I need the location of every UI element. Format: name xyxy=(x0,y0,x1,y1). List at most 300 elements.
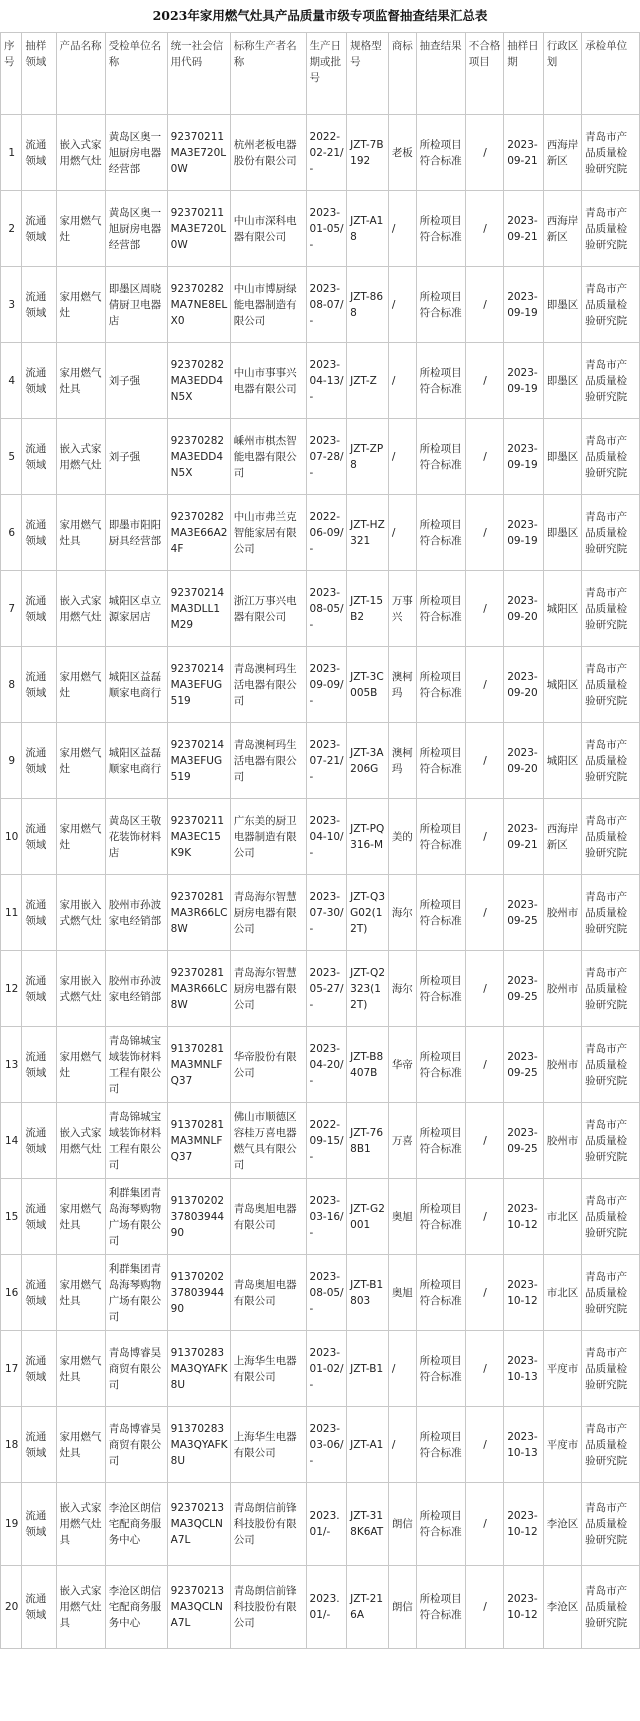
cell-col-lab: 青岛市产品质量检验研究院 xyxy=(582,1483,640,1566)
cell-col-district: 城阳区 xyxy=(543,571,581,647)
cell-col-brand: 澳柯玛 xyxy=(388,723,416,799)
cell-col-sample-date: 2023-09-19 xyxy=(504,495,544,571)
cell-col-index: 20 xyxy=(1,1566,22,1649)
cell-col-domain: 流通领域 xyxy=(22,951,56,1027)
cell-col-brand: 万喜 xyxy=(388,1103,416,1179)
cell-col-model: JZT-A18 xyxy=(347,191,389,267)
cell-col-credit-code: 92370214MA3DLL1M29 xyxy=(167,571,230,647)
cell-col-index: 9 xyxy=(1,723,22,799)
cell-col-date: 2023-07-30/- xyxy=(306,875,347,951)
cell-col-sample-date: 2023-09-20 xyxy=(504,647,544,723)
cell-col-brand: 万事兴 xyxy=(388,571,416,647)
cell-col-domain: 流通领域 xyxy=(22,1255,56,1331)
cell-col-brand: / xyxy=(388,343,416,419)
cell-col-credit-code: 92370282MA3EDD4N5X xyxy=(167,343,230,419)
cell-col-date: 2023-08-05/- xyxy=(306,571,347,647)
cell-col-product: 家用燃气灶 xyxy=(56,191,105,267)
cell-col-model: JZT-Q3G02(12T) xyxy=(347,875,389,951)
cell-col-domain: 流通领域 xyxy=(22,875,56,951)
cell-col-date: 2022-02-21/- xyxy=(306,115,347,191)
header-col-credit-code: 统一社会信用代码 xyxy=(167,33,230,115)
cell-col-result: 所检项目符合标准 xyxy=(416,1483,465,1566)
cell-col-result: 所检项目符合标准 xyxy=(416,1179,465,1255)
cell-col-manufacturer: 杭州老板电器股份有限公司 xyxy=(230,115,306,191)
cell-col-district: 即墨区 xyxy=(543,267,581,343)
cell-col-result: 所检项目符合标准 xyxy=(416,1255,465,1331)
cell-col-brand: 老板 xyxy=(388,115,416,191)
cell-col-failed-items: / xyxy=(465,1331,503,1407)
cell-col-credit-code: 92370281MA3R66LC8W xyxy=(167,875,230,951)
cell-col-model: JZT-7B192 xyxy=(347,115,389,191)
cell-col-index: 19 xyxy=(1,1483,22,1566)
cell-col-unit: 青岛锦城宝域装饰材料工程有限公司 xyxy=(105,1027,167,1103)
cell-col-unit: 利群集团青岛海琴购物广场有限公司 xyxy=(105,1255,167,1331)
cell-col-date: 2022-06-09/- xyxy=(306,495,347,571)
table-body xyxy=(1,115,640,1649)
cell-col-credit-code: 91370283MA3QYAFK8U xyxy=(167,1407,230,1483)
cell-col-district: 即墨区 xyxy=(543,495,581,571)
cell-col-unit: 即墨区周晓倩厨卫电器店 xyxy=(105,267,167,343)
table-row xyxy=(1,951,640,1027)
table-row xyxy=(1,1566,640,1649)
cell-col-sample-date: 2023-09-20 xyxy=(504,571,544,647)
cell-col-district: 平度市 xyxy=(543,1331,581,1407)
cell-col-product: 家用燃气灶具 xyxy=(56,343,105,419)
cell-col-manufacturer: 青岛奥旭电器有限公司 xyxy=(230,1179,306,1255)
header-col-index: 序号 xyxy=(1,33,22,115)
cell-col-lab: 青岛市产品质量检验研究院 xyxy=(582,1331,640,1407)
cell-col-index: 12 xyxy=(1,951,22,1027)
cell-col-district: 李沧区 xyxy=(543,1566,581,1649)
table-row xyxy=(1,799,640,875)
cell-col-unit: 黄岛区奥一旭厨房电器经营部 xyxy=(105,191,167,267)
cell-col-credit-code: 91370281MA3MNLFQ37 xyxy=(167,1103,230,1179)
cell-col-brand: / xyxy=(388,495,416,571)
cell-col-domain: 流通领域 xyxy=(22,267,56,343)
cell-col-date: 2022-09-15/- xyxy=(306,1103,347,1179)
cell-col-model: JZT-868 xyxy=(347,267,389,343)
cell-col-lab: 青岛市产品质量检验研究院 xyxy=(582,723,640,799)
cell-col-date: 2023-01-02/- xyxy=(306,1331,347,1407)
cell-col-index: 14 xyxy=(1,1103,22,1179)
cell-col-brand: 华帝 xyxy=(388,1027,416,1103)
cell-col-unit: 城阳区益磊顺家电商行 xyxy=(105,723,167,799)
cell-col-brand: 朗信 xyxy=(388,1566,416,1649)
cell-col-failed-items: / xyxy=(465,191,503,267)
cell-col-lab: 青岛市产品质量检验研究院 xyxy=(582,495,640,571)
cell-col-sample-date: 2023-10-13 xyxy=(504,1331,544,1407)
cell-col-domain: 流通领域 xyxy=(22,1407,56,1483)
cell-col-index: 8 xyxy=(1,647,22,723)
cell-col-product: 家用燃气灶 xyxy=(56,267,105,343)
cell-col-failed-items: / xyxy=(465,723,503,799)
cell-col-unit: 青岛锦城宝域装饰材料工程有限公司 xyxy=(105,1103,167,1179)
cell-col-date: 2023.01/- xyxy=(306,1566,347,1649)
cell-col-unit: 李沧区朗信宅配商务服务中心 xyxy=(105,1483,167,1566)
cell-col-failed-items: / xyxy=(465,1255,503,1331)
cell-col-result: 所检项目符合标准 xyxy=(416,875,465,951)
cell-col-sample-date: 2023-09-20 xyxy=(504,723,544,799)
cell-col-manufacturer: 佛山市顺德区容桂万喜电器燃气具有限公司 xyxy=(230,1103,306,1179)
cell-col-unit: 黄岛区奥一旭厨房电器经营部 xyxy=(105,115,167,191)
table-row xyxy=(1,1407,640,1483)
cell-col-date: 2023-03-06/- xyxy=(306,1407,347,1483)
cell-col-manufacturer: 青岛奥旭电器有限公司 xyxy=(230,1255,306,1331)
cell-col-domain: 流通领域 xyxy=(22,571,56,647)
cell-col-domain: 流通领域 xyxy=(22,191,56,267)
cell-col-lab: 青岛市产品质量检验研究院 xyxy=(582,267,640,343)
cell-col-sample-date: 2023-09-25 xyxy=(504,951,544,1027)
table-row xyxy=(1,571,640,647)
cell-col-district: 胶州市 xyxy=(543,951,581,1027)
header-col-lab: 承检单位 xyxy=(582,33,640,115)
header-col-date: 生产日期或批号 xyxy=(306,33,347,115)
cell-col-credit-code: 91370281MA3MNLFQ37 xyxy=(167,1027,230,1103)
cell-col-manufacturer: 浙江万事兴电器有限公司 xyxy=(230,571,306,647)
cell-col-district: 市北区 xyxy=(543,1255,581,1331)
cell-col-product: 嵌入式家用燃气灶 xyxy=(56,1103,105,1179)
cell-col-lab: 青岛市产品质量检验研究院 xyxy=(582,1103,640,1179)
cell-col-manufacturer: 青岛朗信前锋科技股份有限公司 xyxy=(230,1483,306,1566)
cell-col-manufacturer: 华帝股份有限公司 xyxy=(230,1027,306,1103)
cell-col-index: 17 xyxy=(1,1331,22,1407)
cell-col-lab: 青岛市产品质量检验研究院 xyxy=(582,875,640,951)
cell-col-lab: 青岛市产品质量检验研究院 xyxy=(582,571,640,647)
header-col-sample-date: 抽样日期 xyxy=(504,33,544,115)
cell-col-unit: 黄岛区王敬花装饰材料店 xyxy=(105,799,167,875)
cell-col-credit-code: 92370282MA3EDD4N5X xyxy=(167,419,230,495)
cell-col-product: 嵌入式家用燃气灶 xyxy=(56,571,105,647)
cell-col-lab: 青岛市产品质量检验研究院 xyxy=(582,799,640,875)
table-row xyxy=(1,115,640,191)
cell-col-lab: 青岛市产品质量检验研究院 xyxy=(582,419,640,495)
cell-col-model: JZT-3C005B xyxy=(347,647,389,723)
header-col-model: 规格型号 xyxy=(347,33,389,115)
cell-col-unit: 刘子强 xyxy=(105,343,167,419)
cell-col-result: 所检项目符合标准 xyxy=(416,723,465,799)
cell-col-manufacturer: 青岛澳柯玛生活电器有限公司 xyxy=(230,723,306,799)
cell-col-result: 所检项目符合标准 xyxy=(416,1566,465,1649)
cell-col-failed-items: / xyxy=(465,647,503,723)
cell-col-model: JZT-3A206G xyxy=(347,723,389,799)
cell-col-manufacturer: 中山市弗兰克智能家居有限公司 xyxy=(230,495,306,571)
cell-col-credit-code: 92370211MA3E720L0W xyxy=(167,191,230,267)
table-row xyxy=(1,875,640,951)
cell-col-product: 家用燃气灶 xyxy=(56,799,105,875)
cell-col-credit-code: 92370214MA3EFUG519 xyxy=(167,723,230,799)
header-col-district: 行政区划 xyxy=(543,33,581,115)
cell-col-unit: 城阳区益磊顺家电商行 xyxy=(105,647,167,723)
cell-col-lab: 青岛市产品质量检验研究院 xyxy=(582,647,640,723)
cell-col-result: 所检项目符合标准 xyxy=(416,191,465,267)
header-col-failed-items: 不合格项目 xyxy=(465,33,503,115)
table-row xyxy=(1,1103,640,1179)
header-col-brand: 商标 xyxy=(388,33,416,115)
cell-col-manufacturer: 嵊州市棋杰智能电器有限公司 xyxy=(230,419,306,495)
cell-col-lab: 青岛市产品质量检验研究院 xyxy=(582,1027,640,1103)
cell-col-date: 2023.01/- xyxy=(306,1483,347,1566)
cell-col-district: 城阳区 xyxy=(543,723,581,799)
cell-col-date: 2023-04-13/- xyxy=(306,343,347,419)
cell-col-brand: 海尔 xyxy=(388,951,416,1027)
cell-col-index: 2 xyxy=(1,191,22,267)
cell-col-date: 2023-08-07/- xyxy=(306,267,347,343)
cell-col-failed-items: / xyxy=(465,495,503,571)
cell-col-sample-date: 2023-10-13 xyxy=(504,1407,544,1483)
cell-col-brand: 海尔 xyxy=(388,875,416,951)
cell-col-product: 家用燃气灶 xyxy=(56,1027,105,1103)
cell-col-failed-items: / xyxy=(465,799,503,875)
cell-col-date: 2023-04-10/- xyxy=(306,799,347,875)
cell-col-district: 即墨区 xyxy=(543,343,581,419)
cell-col-sample-date: 2023-09-25 xyxy=(504,875,544,951)
cell-col-result: 所检项目符合标准 xyxy=(416,951,465,1027)
cell-col-result: 所检项目符合标准 xyxy=(416,343,465,419)
cell-col-sample-date: 2023-09-19 xyxy=(504,343,544,419)
table-row xyxy=(1,495,640,571)
cell-col-lab: 青岛市产品质量检验研究院 xyxy=(582,1407,640,1483)
cell-col-domain: 流通领域 xyxy=(22,1027,56,1103)
cell-col-district: 西海岸新区 xyxy=(543,115,581,191)
cell-col-date: 2023-08-05/- xyxy=(306,1255,347,1331)
cell-col-index: 6 xyxy=(1,495,22,571)
cell-col-manufacturer: 广东美的厨卫电器制造有限公司 xyxy=(230,799,306,875)
cell-col-manufacturer: 青岛海尔智慧厨房电器有限公司 xyxy=(230,875,306,951)
cell-col-unit: 利群集团青岛海琴购物广场有限公司 xyxy=(105,1179,167,1255)
cell-col-domain: 流通领域 xyxy=(22,343,56,419)
cell-col-sample-date: 2023-09-21 xyxy=(504,799,544,875)
cell-col-model: JZT-15B2 xyxy=(347,571,389,647)
cell-col-product: 家用燃气灶具 xyxy=(56,1407,105,1483)
cell-col-manufacturer: 中山市博厨绿能电器制造有限公司 xyxy=(230,267,306,343)
cell-col-district: 胶州市 xyxy=(543,1103,581,1179)
cell-col-date: 2023-04-20/- xyxy=(306,1027,347,1103)
cell-col-brand: / xyxy=(388,1407,416,1483)
cell-col-credit-code: 913702023780394490 xyxy=(167,1179,230,1255)
cell-col-failed-items: / xyxy=(465,267,503,343)
cell-col-credit-code: 92370282MA3E66A24F xyxy=(167,495,230,571)
cell-col-district: 即墨区 xyxy=(543,419,581,495)
header-col-product: 产品名称 xyxy=(56,33,105,115)
cell-col-failed-items: / xyxy=(465,419,503,495)
cell-col-brand: / xyxy=(388,1331,416,1407)
cell-col-manufacturer: 中山市深科电器有限公司 xyxy=(230,191,306,267)
cell-col-result: 所检项目符合标准 xyxy=(416,647,465,723)
cell-col-failed-items: / xyxy=(465,115,503,191)
cell-col-credit-code: 92370213MA3QCLNA7L xyxy=(167,1566,230,1649)
cell-col-lab: 青岛市产品质量检验研究院 xyxy=(582,1566,640,1649)
cell-col-domain: 流通领域 xyxy=(22,115,56,191)
cell-col-model: JZT-216A xyxy=(347,1566,389,1649)
cell-col-credit-code: 92370213MA3QCLNA7L xyxy=(167,1483,230,1566)
cell-col-failed-items: / xyxy=(465,343,503,419)
cell-col-index: 5 xyxy=(1,419,22,495)
cell-col-model: JZT-ZP8 xyxy=(347,419,389,495)
cell-col-district: 平度市 xyxy=(543,1407,581,1483)
cell-col-result: 所检项目符合标准 xyxy=(416,115,465,191)
cell-col-domain: 流通领域 xyxy=(22,1103,56,1179)
cell-col-model: JZT-B1803 xyxy=(347,1255,389,1331)
table-row xyxy=(1,1255,640,1331)
header-col-domain: 抽样领域 xyxy=(22,33,56,115)
cell-col-result: 所检项目符合标准 xyxy=(416,1103,465,1179)
cell-col-model: JZT-HZ321 xyxy=(347,495,389,571)
table-row xyxy=(1,1331,640,1407)
table-row xyxy=(1,191,640,267)
cell-col-lab: 青岛市产品质量检验研究院 xyxy=(582,191,640,267)
cell-col-index: 15 xyxy=(1,1179,22,1255)
document-title: 2023年家用燃气灶具产品质量市级专项监督抽查结果汇总表 xyxy=(152,8,488,23)
cell-col-sample-date: 2023-10-12 xyxy=(504,1483,544,1566)
table-row xyxy=(1,267,640,343)
cell-col-failed-items: / xyxy=(465,1566,503,1649)
cell-col-result: 所检项目符合标准 xyxy=(416,495,465,571)
cell-col-failed-items: / xyxy=(465,1483,503,1566)
cell-col-sample-date: 2023-09-21 xyxy=(504,191,544,267)
cell-col-failed-items: / xyxy=(465,1179,503,1255)
cell-col-credit-code: 92370281MA3R66LC8W xyxy=(167,951,230,1027)
cell-col-model: JZT-768B1 xyxy=(347,1103,389,1179)
cell-col-product: 家用燃气灶具 xyxy=(56,495,105,571)
cell-col-model: JZT-318K6AT xyxy=(347,1483,389,1566)
cell-col-index: 16 xyxy=(1,1255,22,1331)
cell-col-index: 13 xyxy=(1,1027,22,1103)
header-col-manufacturer: 标称生产者名称 xyxy=(230,33,306,115)
cell-col-credit-code: 92370282MA7NE8ELX0 xyxy=(167,267,230,343)
cell-col-unit: 刘子强 xyxy=(105,419,167,495)
cell-col-failed-items: / xyxy=(465,875,503,951)
cell-col-unit: 青岛博睿昊商贸有限公司 xyxy=(105,1331,167,1407)
cell-col-result: 所检项目符合标准 xyxy=(416,1027,465,1103)
cell-col-product: 家用燃气灶 xyxy=(56,647,105,723)
cell-col-manufacturer: 上海华生电器有限公司 xyxy=(230,1331,306,1407)
cell-col-failed-items: / xyxy=(465,1103,503,1179)
cell-col-domain: 流通领域 xyxy=(22,1179,56,1255)
cell-col-domain: 流通领域 xyxy=(22,647,56,723)
cell-col-sample-date: 2023-09-19 xyxy=(504,419,544,495)
cell-col-domain: 流通领域 xyxy=(22,1483,56,1566)
cell-col-brand: 朗信 xyxy=(388,1483,416,1566)
table-row xyxy=(1,1179,640,1255)
cell-col-brand: / xyxy=(388,419,416,495)
cell-col-credit-code: 913702023780394490 xyxy=(167,1255,230,1331)
cell-col-model: JZT-B8407B xyxy=(347,1027,389,1103)
cell-col-sample-date: 2023-10-12 xyxy=(504,1179,544,1255)
cell-col-brand: 美的 xyxy=(388,799,416,875)
cell-col-model: JZT-A1 xyxy=(347,1407,389,1483)
table-row xyxy=(1,1027,640,1103)
cell-col-unit: 即墨市阳阳厨具经营部 xyxy=(105,495,167,571)
cell-col-index: 11 xyxy=(1,875,22,951)
cell-col-lab: 青岛市产品质量检验研究院 xyxy=(582,1179,640,1255)
cell-col-sample-date: 2023-09-21 xyxy=(504,115,544,191)
cell-col-manufacturer: 中山市事事兴电器有限公司 xyxy=(230,343,306,419)
header-row xyxy=(1,33,640,115)
cell-col-failed-items: / xyxy=(465,951,503,1027)
cell-col-district: 城阳区 xyxy=(543,647,581,723)
cell-col-model: JZT-PQ316-M xyxy=(347,799,389,875)
cell-col-unit: 胶州市孙波家电经销部 xyxy=(105,951,167,1027)
cell-col-lab: 青岛市产品质量检验研究院 xyxy=(582,1255,640,1331)
cell-col-brand: 奥旭 xyxy=(388,1179,416,1255)
cell-col-product: 嵌入式家用燃气灶 xyxy=(56,115,105,191)
cell-col-credit-code: 92370211MA3EC15K9K xyxy=(167,799,230,875)
cell-col-result: 所检项目符合标准 xyxy=(416,1331,465,1407)
cell-col-domain: 流通领域 xyxy=(22,799,56,875)
cell-col-model: JZT-B1 xyxy=(347,1331,389,1407)
cell-col-index: 1 xyxy=(1,115,22,191)
cell-col-date: 2023-07-21/- xyxy=(306,723,347,799)
cell-col-date: 2023-03-16/- xyxy=(306,1179,347,1255)
cell-col-domain: 流通领域 xyxy=(22,1566,56,1649)
table-row xyxy=(1,343,640,419)
cell-col-product: 嵌入式家用燃气灶具 xyxy=(56,1483,105,1566)
cell-col-district: 西海岸新区 xyxy=(543,191,581,267)
cell-col-brand: 澳柯玛 xyxy=(388,647,416,723)
cell-col-failed-items: / xyxy=(465,571,503,647)
cell-col-product: 家用燃气灶具 xyxy=(56,1331,105,1407)
table-row xyxy=(1,419,640,495)
cell-col-domain: 流通领域 xyxy=(22,495,56,571)
cell-col-sample-date: 2023-10-12 xyxy=(504,1255,544,1331)
cell-col-brand: 奥旭 xyxy=(388,1255,416,1331)
cell-col-unit: 李沧区朗信宅配商务服务中心 xyxy=(105,1566,167,1649)
cell-col-product: 家用燃气灶具 xyxy=(56,1179,105,1255)
cell-col-index: 4 xyxy=(1,343,22,419)
header-col-unit: 受检单位名称 xyxy=(105,33,167,115)
cell-col-failed-items: / xyxy=(465,1407,503,1483)
cell-col-index: 10 xyxy=(1,799,22,875)
cell-col-credit-code: 91370283MA3QYAFK8U xyxy=(167,1331,230,1407)
table-row xyxy=(1,647,640,723)
cell-col-domain: 流通领域 xyxy=(22,419,56,495)
cell-col-index: 7 xyxy=(1,571,22,647)
cell-col-failed-items: / xyxy=(465,1027,503,1103)
cell-col-sample-date: 2023-09-25 xyxy=(504,1103,544,1179)
header-col-result: 抽查结果 xyxy=(416,33,465,115)
cell-col-result: 所检项目符合标准 xyxy=(416,267,465,343)
cell-col-lab: 青岛市产品质量检验研究院 xyxy=(582,951,640,1027)
cell-col-date: 2023-07-28/- xyxy=(306,419,347,495)
cell-col-district: 胶州市 xyxy=(543,875,581,951)
cell-col-result: 所检项目符合标准 xyxy=(416,571,465,647)
cell-col-result: 所检项目符合标准 xyxy=(416,799,465,875)
cell-col-index: 18 xyxy=(1,1407,22,1483)
cell-col-model: JZT-Q2323(12T) xyxy=(347,951,389,1027)
cell-col-manufacturer: 上海华生电器有限公司 xyxy=(230,1407,306,1483)
table-row xyxy=(1,723,640,799)
cell-col-result: 所检项目符合标准 xyxy=(416,1407,465,1483)
results-table xyxy=(0,32,640,1649)
cell-col-date: 2023-09-09/- xyxy=(306,647,347,723)
cell-col-product: 家用嵌入式燃气灶 xyxy=(56,951,105,1027)
cell-col-domain: 流通领域 xyxy=(22,1331,56,1407)
cell-col-lab: 青岛市产品质量检验研究院 xyxy=(582,343,640,419)
cell-col-index: 3 xyxy=(1,267,22,343)
cell-col-unit: 青岛博睿昊商贸有限公司 xyxy=(105,1407,167,1483)
cell-col-district: 李沧区 xyxy=(543,1483,581,1566)
cell-col-model: JZT-Z xyxy=(347,343,389,419)
cell-col-date: 2023-01-05/- xyxy=(306,191,347,267)
cell-col-unit: 胶州市孙波家电经销部 xyxy=(105,875,167,951)
cell-col-district: 市北区 xyxy=(543,1179,581,1255)
cell-col-date: 2023-05-27/- xyxy=(306,951,347,1027)
cell-col-sample-date: 2023-09-19 xyxy=(504,267,544,343)
cell-col-product: 嵌入式家用燃气灶 xyxy=(56,419,105,495)
table-row xyxy=(1,1483,640,1566)
cell-col-brand: / xyxy=(388,267,416,343)
cell-col-sample-date: 2023-10-12 xyxy=(504,1566,544,1649)
